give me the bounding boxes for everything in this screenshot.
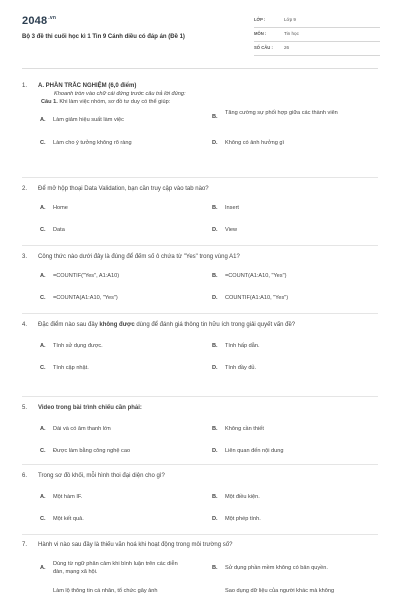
question-divider — [22, 464, 378, 465]
option-list — [22, 484, 378, 528]
option-c[interactable]: C. Làm cho ý tưởng không rõ ràng — [40, 140, 132, 146]
option-b[interactable]: B. Insert — [212, 205, 239, 211]
option-d[interactable]: D. View — [212, 227, 238, 233]
option-b[interactable]: B. Tính hấp dẫn. — [212, 343, 260, 349]
meta-key: LỚP : — [254, 17, 266, 22]
question-number: 4. — [22, 322, 28, 328]
question-6 — [22, 472, 378, 528]
option-b[interactable]: B. Không cần thiết — [212, 426, 264, 432]
option-a[interactable]: A. Tính sử dụng được. — [40, 343, 103, 349]
instruction-text: Khoanh tròn vào chữ cái đứng trước câu trả lời đúng: — [54, 91, 186, 97]
option-list — [22, 110, 378, 160]
option-b[interactable]: B. Một điều kiện. — [212, 494, 260, 500]
option-c[interactable]: C. =COUNTA(A1:A10, "Yes") — [40, 295, 118, 301]
header-divider — [22, 68, 378, 69]
option-list — [22, 197, 378, 241]
option-list — [22, 416, 378, 460]
question-stem — [22, 404, 378, 412]
question-stem — [22, 321, 378, 329]
option-c[interactable]: C. Tính cập nhật. — [40, 365, 89, 371]
question-stem — [22, 185, 378, 193]
question-divider — [22, 534, 378, 535]
document-header — [0, 0, 400, 60]
option-list — [22, 265, 378, 309]
option-d[interactable]: Sao dụng dữ liệu của người khác mà không — [225, 588, 335, 594]
option-d[interactable]: D. Tính đầy đủ. — [212, 365, 257, 371]
option-d[interactable]: D. Một phép tính. — [212, 516, 261, 522]
question-5 — [22, 404, 378, 460]
question-number: 6. — [22, 473, 28, 479]
option-a[interactable]: A. Home — [40, 205, 68, 211]
question-divider — [22, 177, 378, 178]
question-divider — [22, 245, 378, 246]
question-3 — [22, 253, 378, 309]
option-d[interactable]: D. Không có ảnh hưởng gì — [212, 140, 285, 146]
option-d[interactable]: D. COUNTIF(A1:A10, "Yes") — [212, 295, 289, 301]
option-a[interactable]: A. Làm giảm hiệu suất làm việc — [40, 117, 124, 123]
meta-key: SỐ CÂU : — [254, 45, 273, 50]
question-1 — [22, 82, 378, 160]
meta-value: 26 — [284, 45, 290, 50]
question-number: 1. — [22, 83, 28, 89]
question-divider — [22, 313, 378, 314]
option-b[interactable]: B. Sử dụng phần mềm không có bản quyền. — [212, 565, 328, 571]
question-7 — [22, 541, 378, 599]
question-stem — [22, 472, 378, 480]
section-heading: A. PHẦN TRẮC NGHIỆM (6,0 điểm) — [38, 83, 137, 89]
meta-value: Lớp 9 — [284, 17, 296, 22]
question-text: Trong sơ đồ khối, mỗi hình thoi đại diện cho gì? — [38, 473, 165, 479]
question-4 — [22, 321, 378, 377]
option-b[interactable]: B. Tăng cường sự phối hợp giữa các thành viên — [212, 110, 338, 120]
option-c[interactable]: Làm lộ thông tin cá nhân, tổ chức gây ảnh — [53, 588, 158, 594]
option-c[interactable]: C. Data — [40, 227, 65, 233]
question-2 — [22, 185, 378, 241]
question-text: Hành vi nào sau đây là thiếu văn hoá khi hoạt động trong môi trường số? — [38, 542, 233, 548]
emphasis-text: không được — [99, 322, 135, 328]
meta-row-subject — [254, 28, 380, 42]
option-a[interactable]: A. =COUNTIF("Yes", A1:A10) — [40, 273, 120, 279]
meta-row-class — [254, 14, 380, 28]
option-c[interactable]: C. Một kết quả. — [40, 516, 84, 522]
question-text: Công thức nào dưới đây là đúng để đếm số ô chứa từ "Yes" trong vùng A1? — [38, 254, 240, 260]
question-number: 3. — [22, 254, 28, 260]
option-d[interactable]: D. Liên quan đến nội dung — [212, 448, 284, 454]
option-b[interactable]: B. =COUNT(A1:A10, "Yes") — [212, 273, 287, 279]
option-list — [22, 333, 378, 377]
question-stem — [22, 253, 378, 261]
option-c[interactable]: C. Được làm bằng công nghệ cao — [40, 448, 131, 454]
question-stem — [22, 541, 378, 549]
question-divider — [22, 396, 378, 397]
option-a[interactable]: A. Dài và có âm thanh lớn — [40, 426, 111, 432]
meta-row-question-count — [254, 42, 380, 56]
sub-question-text: Khi làm việc nhóm, sơ đồ tư duy có thể giúp: — [57, 99, 171, 105]
sub-question — [41, 98, 378, 106]
question-text: Để mở hộp thoại Data Validation, bạn cần truy cập vào tab nào? — [38, 186, 209, 192]
question-stem — [22, 82, 378, 90]
question-text: Video trong bài trình chiếu cần phải: — [38, 405, 142, 411]
site-logo[interactable]: $2048^{.vn}$ — [22, 15, 57, 27]
option-list — [22, 553, 378, 599]
question-text: Đặc điểm nào sau đây không được dùng để đánh giá thông tin hữu ích trong giải quyết vấn đề? — [38, 322, 296, 328]
sub-question-label: Câu 1. — [41, 99, 58, 105]
option-a[interactable]: A. Một hàm IF. — [40, 494, 83, 500]
option-a[interactable]: A. Dùng từ ngữ phân cảm khi bình luận trên các diễn đàn, mạng xã hội. — [40, 561, 178, 575]
question-number: 2. — [22, 186, 28, 192]
meta-key: MÔN : — [254, 31, 267, 36]
meta-value: Tin học — [284, 31, 299, 36]
question-number: 5. — [22, 405, 28, 411]
question-number: 7. — [22, 542, 28, 548]
document-title: Bộ 3 đề thi cuối học kì 1 Tin 9 Cánh diều có đáp án (Đề 1) — [22, 34, 185, 40]
